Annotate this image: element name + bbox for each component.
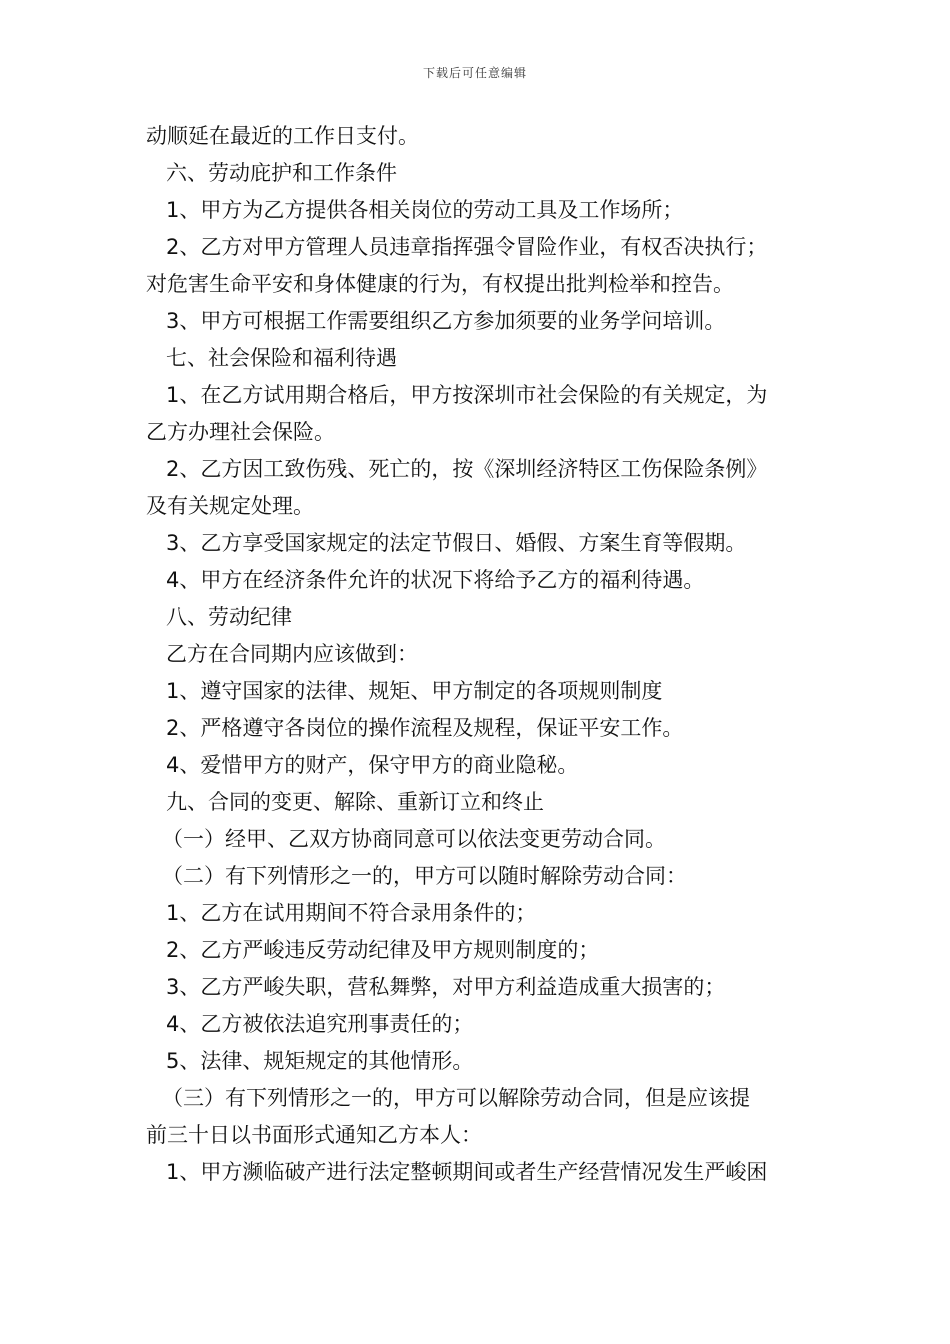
- text-line: 1、遵守国家的法律、规矩、甲方制定的各项规则制度: [166, 679, 663, 703]
- page-header-note: 下载后可任意编辑: [422, 66, 527, 80]
- text-line: 4、爱惜甲方的财产，保守甲方的商业隐秘。: [166, 753, 579, 777]
- text-line: 3、甲方可根据工作需要组织乙方参加须要的业务学问培训。: [166, 309, 726, 333]
- text-line: 1、乙方在试用期间不符合录用条件的；: [166, 901, 537, 925]
- text-line: 1、甲方濒临破产进行法定整顿期间或者生产经营情况发生严峻困: [166, 1160, 768, 1184]
- text-line: （三）有下列情形之一的，甲方可以解除劳动合同，但是应该提: [162, 1086, 750, 1110]
- text-line: 前三十日以书面形式通知乙方本人：: [146, 1123, 482, 1147]
- text-line: 4、乙方被依法追究刑事责任的；: [166, 1012, 474, 1036]
- document-body: [146, 118, 808, 1191]
- section-heading: 七、社会保险和福利待遇: [166, 346, 397, 370]
- text-line: 2、乙方对甲方管理人员违章指挥强令冒险作业，有权否决执行；: [166, 235, 768, 259]
- text-line: 1、在乙方试用期合格后，甲方按深圳市社会保险的有关规定，为: [166, 383, 768, 407]
- text-line: 1、甲方为乙方提供各相关岗位的劳动工具及工作场所；: [166, 198, 684, 222]
- text-line: （一）经甲、乙双方协商同意可以依法变更劳动合同。: [162, 827, 666, 851]
- text-line: 及有关规定处理。: [146, 494, 314, 518]
- text-line: （二）有下列情形之一的，甲方可以随时解除劳动合同：: [162, 864, 687, 888]
- section-heading: 九、合同的变更、解除、重新订立和终止: [166, 790, 544, 814]
- text-line: 动顺延在最近的工作日支付。: [146, 124, 419, 148]
- text-line: 3、乙方严峻失职，营私舞弊，对甲方利益造成重大损害的；: [166, 975, 726, 999]
- section-heading: 八、劳动纪律: [166, 605, 292, 629]
- text-line: 对危害生命平安和身体健康的行为，有权提出批判检举和控告。: [146, 272, 734, 296]
- text-line: 2、乙方严峻违反劳动纪律及甲方规则制度的；: [166, 938, 600, 962]
- section-heading: 六、劳动庇护和工作条件: [166, 161, 397, 185]
- text-line: 4、甲方在经济条件允许的状况下将给予乙方的福利待遇。: [166, 568, 705, 592]
- text-line: 2、乙方因工致伤残、死亡的，按《深圳经济特区工伤保险条例》: [166, 457, 768, 481]
- text-line: 乙方办理社会保险。: [146, 420, 335, 444]
- text-line: 乙方在合同期内应该做到：: [166, 642, 418, 666]
- text-line: 3、乙方享受国家规定的法定节假日、婚假、方案生育等假期。: [166, 531, 747, 555]
- text-line: 5、法律、规矩规定的其他情形。: [166, 1049, 474, 1073]
- text-line: 2、严格遵守各岗位的操作流程及规程，保证平安工作。: [166, 716, 684, 740]
